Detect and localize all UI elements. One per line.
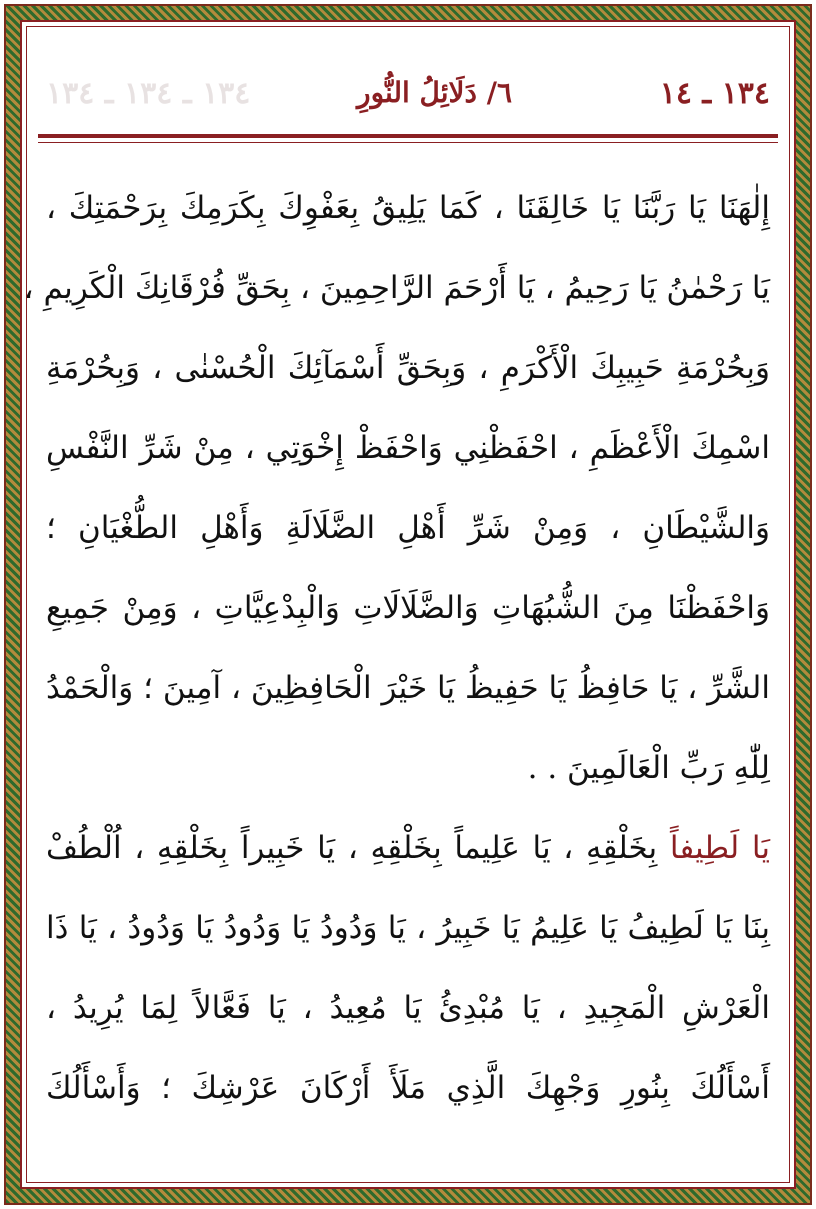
text-line: اسْمِكَ الْأَعْظَمِ ، احْفَظْنِي وَاحْفَظْ إِخْوَتِي ، مِنْ شَرِّ النَّفْسِ xyxy=(46,430,770,466)
text-line: إِلٰهَنَا يَا رَبَّنَا يَا خَالِقَنَا ، كَمَا يَلِيقُ بِعَفْوِكَ بِكَرَمِكَ بِرَحْمَتِكَ ، xyxy=(46,190,770,226)
text-line: الْعَرْشِ الْمَجِيدِ ، يَا مُبْدِئُ يَا مُعِيدُ ، يَا فَعَّالاً لِمَا يُرِيدُ ، xyxy=(46,990,770,1026)
page-header xyxy=(46,76,770,116)
paragraph-2-first-line xyxy=(46,820,770,900)
page-content xyxy=(23,30,782,1179)
header-rule-thick xyxy=(38,134,778,138)
text-line: الشَّرِّ ، يَا حَافِظُ يَا حَفِيظُ يَا خَيْرَ الْحَافِظِينَ ، آمِينَ ؛ وَالْحَمْدُ xyxy=(46,670,770,706)
text-line: لِلّٰهِ رَبِّ الْعَالَمِينَ . . xyxy=(527,750,770,786)
text-line: بِنَا يَا لَطِيفُ يَا عَلِيمُ يَا خَبِيرُ ، يَا وَدُودُ يَا وَدُودُ يَا وَدُودُ ، يَا ذَا xyxy=(46,910,770,946)
ghost-page-number: ١٣٤ ـ ١٣٤ ـ ١٣٤ xyxy=(46,76,251,111)
text-segment: بِخَلْقِهِ ، يَا عَلِيماً بِخَلْقِهِ ، يَا خَبِيراً بِخَلْقِهِ ، اُلْطُفْ xyxy=(46,830,670,866)
body-text xyxy=(23,180,770,1140)
header-rule-thin xyxy=(38,142,778,143)
text-line: أَسْأَلُكَ بِنُورِ وَجْهِكَ الَّذِي مَلَأَ أَرْكَانَ عَرْشِكَ ؛ وَأَسْأَلُكَ xyxy=(46,1070,770,1106)
text-line: وَبِحُرْمَةِ حَبِيبِكَ الْأَكْرَمِ ، وَبِحَقِّ أَسْمَآئِكَ الْحُسْنٰى ، وَبِحُرْمَةِ xyxy=(46,350,770,386)
text-line: يَا رَحْمٰنُ يَا رَحِيمُ ، يَا أَرْحَمَ الرَّاحِمِينَ ، بِحَقِّ فُرْقَانِكَ الْكَرِيمِ ، xyxy=(23,270,770,306)
text-line: وَالشَّيْطَانِ ، وَمِنْ شَرِّ أَهْلِ الضَّلَالَةِ وَأَهْلِ الطُّغْيَانِ ؛ xyxy=(46,510,770,546)
text-line: وَاحْفَظْنَا مِنَ الشُّبُهَاتِ وَالضَّلَالَاتِ وَالْبِدْعِيَّاتِ ، وَمِنْ جَمِيعِ xyxy=(46,590,770,626)
highlighted-invocation: يَا لَطِيفاً xyxy=(669,830,770,866)
book-title: ٦/ دَلَائِلُ النُّورِ xyxy=(357,76,512,109)
page-number: ١٣٤ ـ ١٤ xyxy=(659,76,770,111)
